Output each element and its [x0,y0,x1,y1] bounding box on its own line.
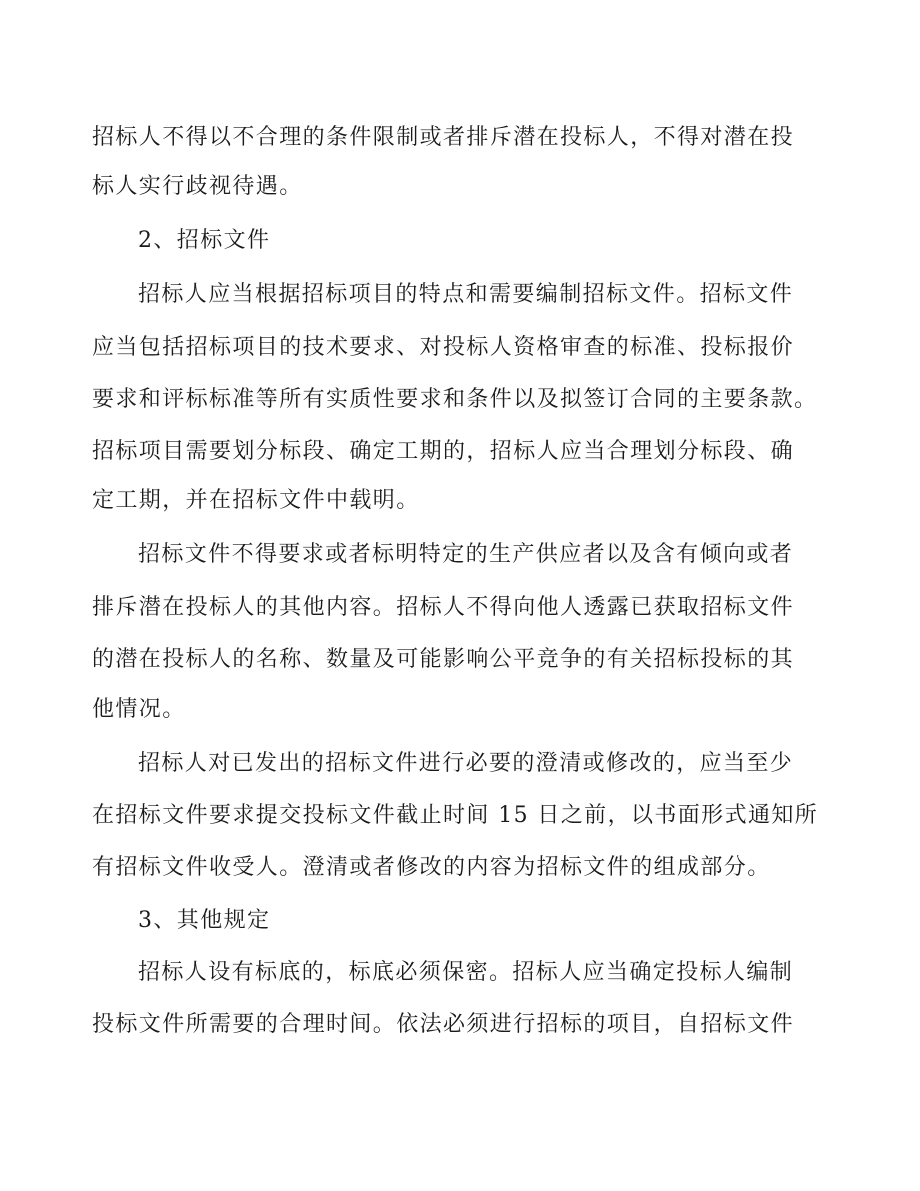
text-line: 招标项目需要划分标段、确定工期的，招标人应当合理划分标段、确 [92,439,795,464]
text-line: 招标人设有标底的，标底必须保密。招标人应当确定投标人编制 [138,960,794,985]
text-line: 招标人应当根据招标项目的特点和需要编制招标文件。招标文件 [138,282,794,307]
text-line: 应当包括招标项目的技术要求、对投标人资格审查的标准、投标报价 [92,335,795,360]
text-line: 在招标文件要求提交投标文件截止时间 15 日之前，以书面形式通知所 [92,803,819,828]
text-line: 标人实行歧视待遇。 [92,174,303,199]
text-line: 定工期，并在招标文件中载明。 [92,488,420,513]
text-line: 招标文件不得要求或者标明特定的生产供应者以及含有倾向或者 [138,542,794,567]
text-line: 要求和评标标准等所有实质性要求和条件以及拟签订合同的主要条款。 [92,387,818,412]
text-line: 排斥潜在投标人的其他内容。招标人不得向他人透露已获取招标文件 [92,595,795,620]
section-heading: 2、招标文件 [138,228,271,253]
text-line: 招标人不得以不合理的条件限制或者排斥潜在投标人，不得对潜在投 [92,125,795,150]
text-line: 他情况。 [92,697,186,722]
text-line: 的潜在投标人的名称、数量及可能影响公平竞争的有关招标投标的其 [92,647,795,672]
section-heading: 3、其他规定 [138,908,271,933]
text-line: 招标人对已发出的招标文件进行必要的澄清或修改的，应当至少 [138,751,794,776]
text-line: 有招标文件收受人。澄清或者修改的内容为招标文件的组成部分。 [92,855,771,880]
text-line: 投标文件所需要的合理时间。依法必须进行招标的项目，自招标文件 [92,1012,795,1037]
